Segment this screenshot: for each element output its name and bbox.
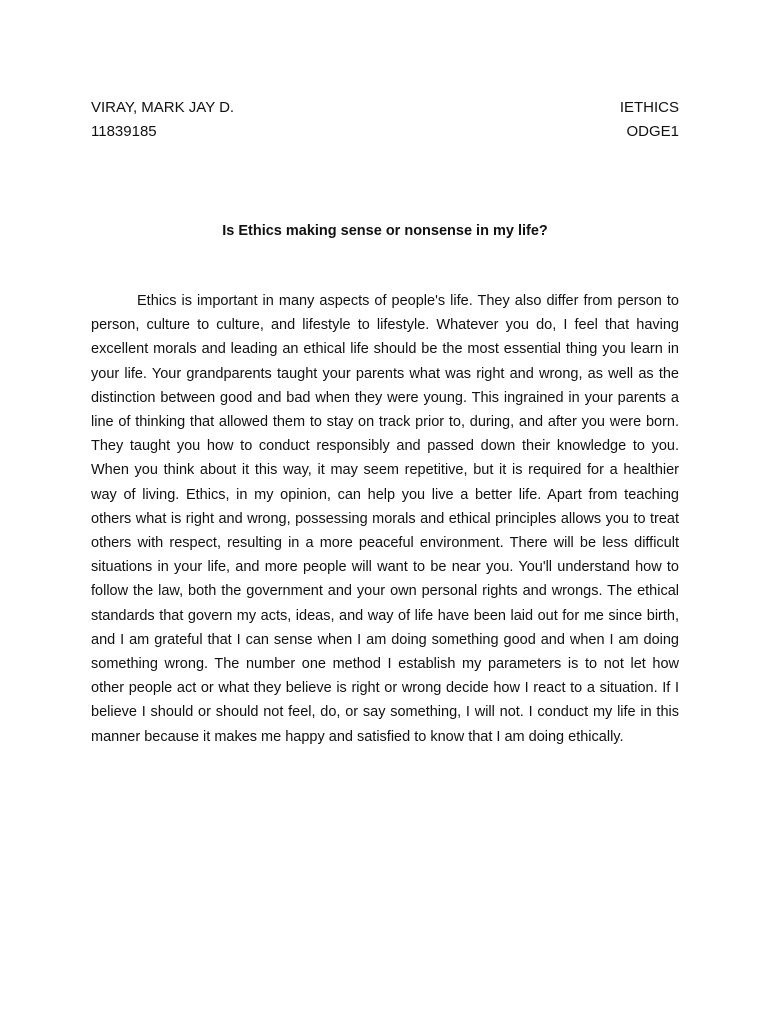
essay-body: Ethics is important in many aspects of people's life. They also differ from person to person, culture to culture, and lifestyle to lifestyle. Whatever you do, I feel that having excellent morals and leading an ethical life should be the most essential thing you learn in your life. Your grandparents taught your parents what was right and wrong, as well as the distinction between good and bad when they were young. This ingrained in your parents a line of thinking that allowed them to stay on track prior to, during, and after you were born. They taught you how to conduct responsibly and passed down their knowledge to you. When you think about it this way, it may seem repetitive, but it is required for a healthier way of living. Ethics, in my opinion, can help you live a better life. Apart from teaching others what is right and wrong, possessing morals and ethical principles allows you to treat others with respect, resulting in a more peaceful environment. There will be less difficult situations in your life, and more people will want to be near you. You'll understand how to follow the law, both the government and your own personal rights and wrongs. The ethical standards that govern my acts, ideas, and way of life have been laid out for me since birth, and I am grateful that I can sense when I am doing something good and when I am doing something wrong. The number one method I establish my parameters is to not let how other people act or what they believe is right or wrong decide how I react to a situation. If I believe I should or should not feel, do, or say something, I will not. I conduct my life in this manner because it makes me happy and satisfied to know that I am doing ethically. (91, 293, 679, 745)
course-code: IETHICS (619, 99, 679, 116)
essay-title: Is Ethics making sense or nonsense in my life? (222, 223, 548, 239)
section-code: ODGE1 (626, 123, 679, 140)
header-row-1 (91, 96, 679, 120)
author-name: VIRAY, MARK JAY D. (91, 99, 235, 116)
document-header (91, 96, 679, 144)
student-id: 11839185 (91, 123, 157, 140)
header-row-2 (91, 120, 679, 144)
